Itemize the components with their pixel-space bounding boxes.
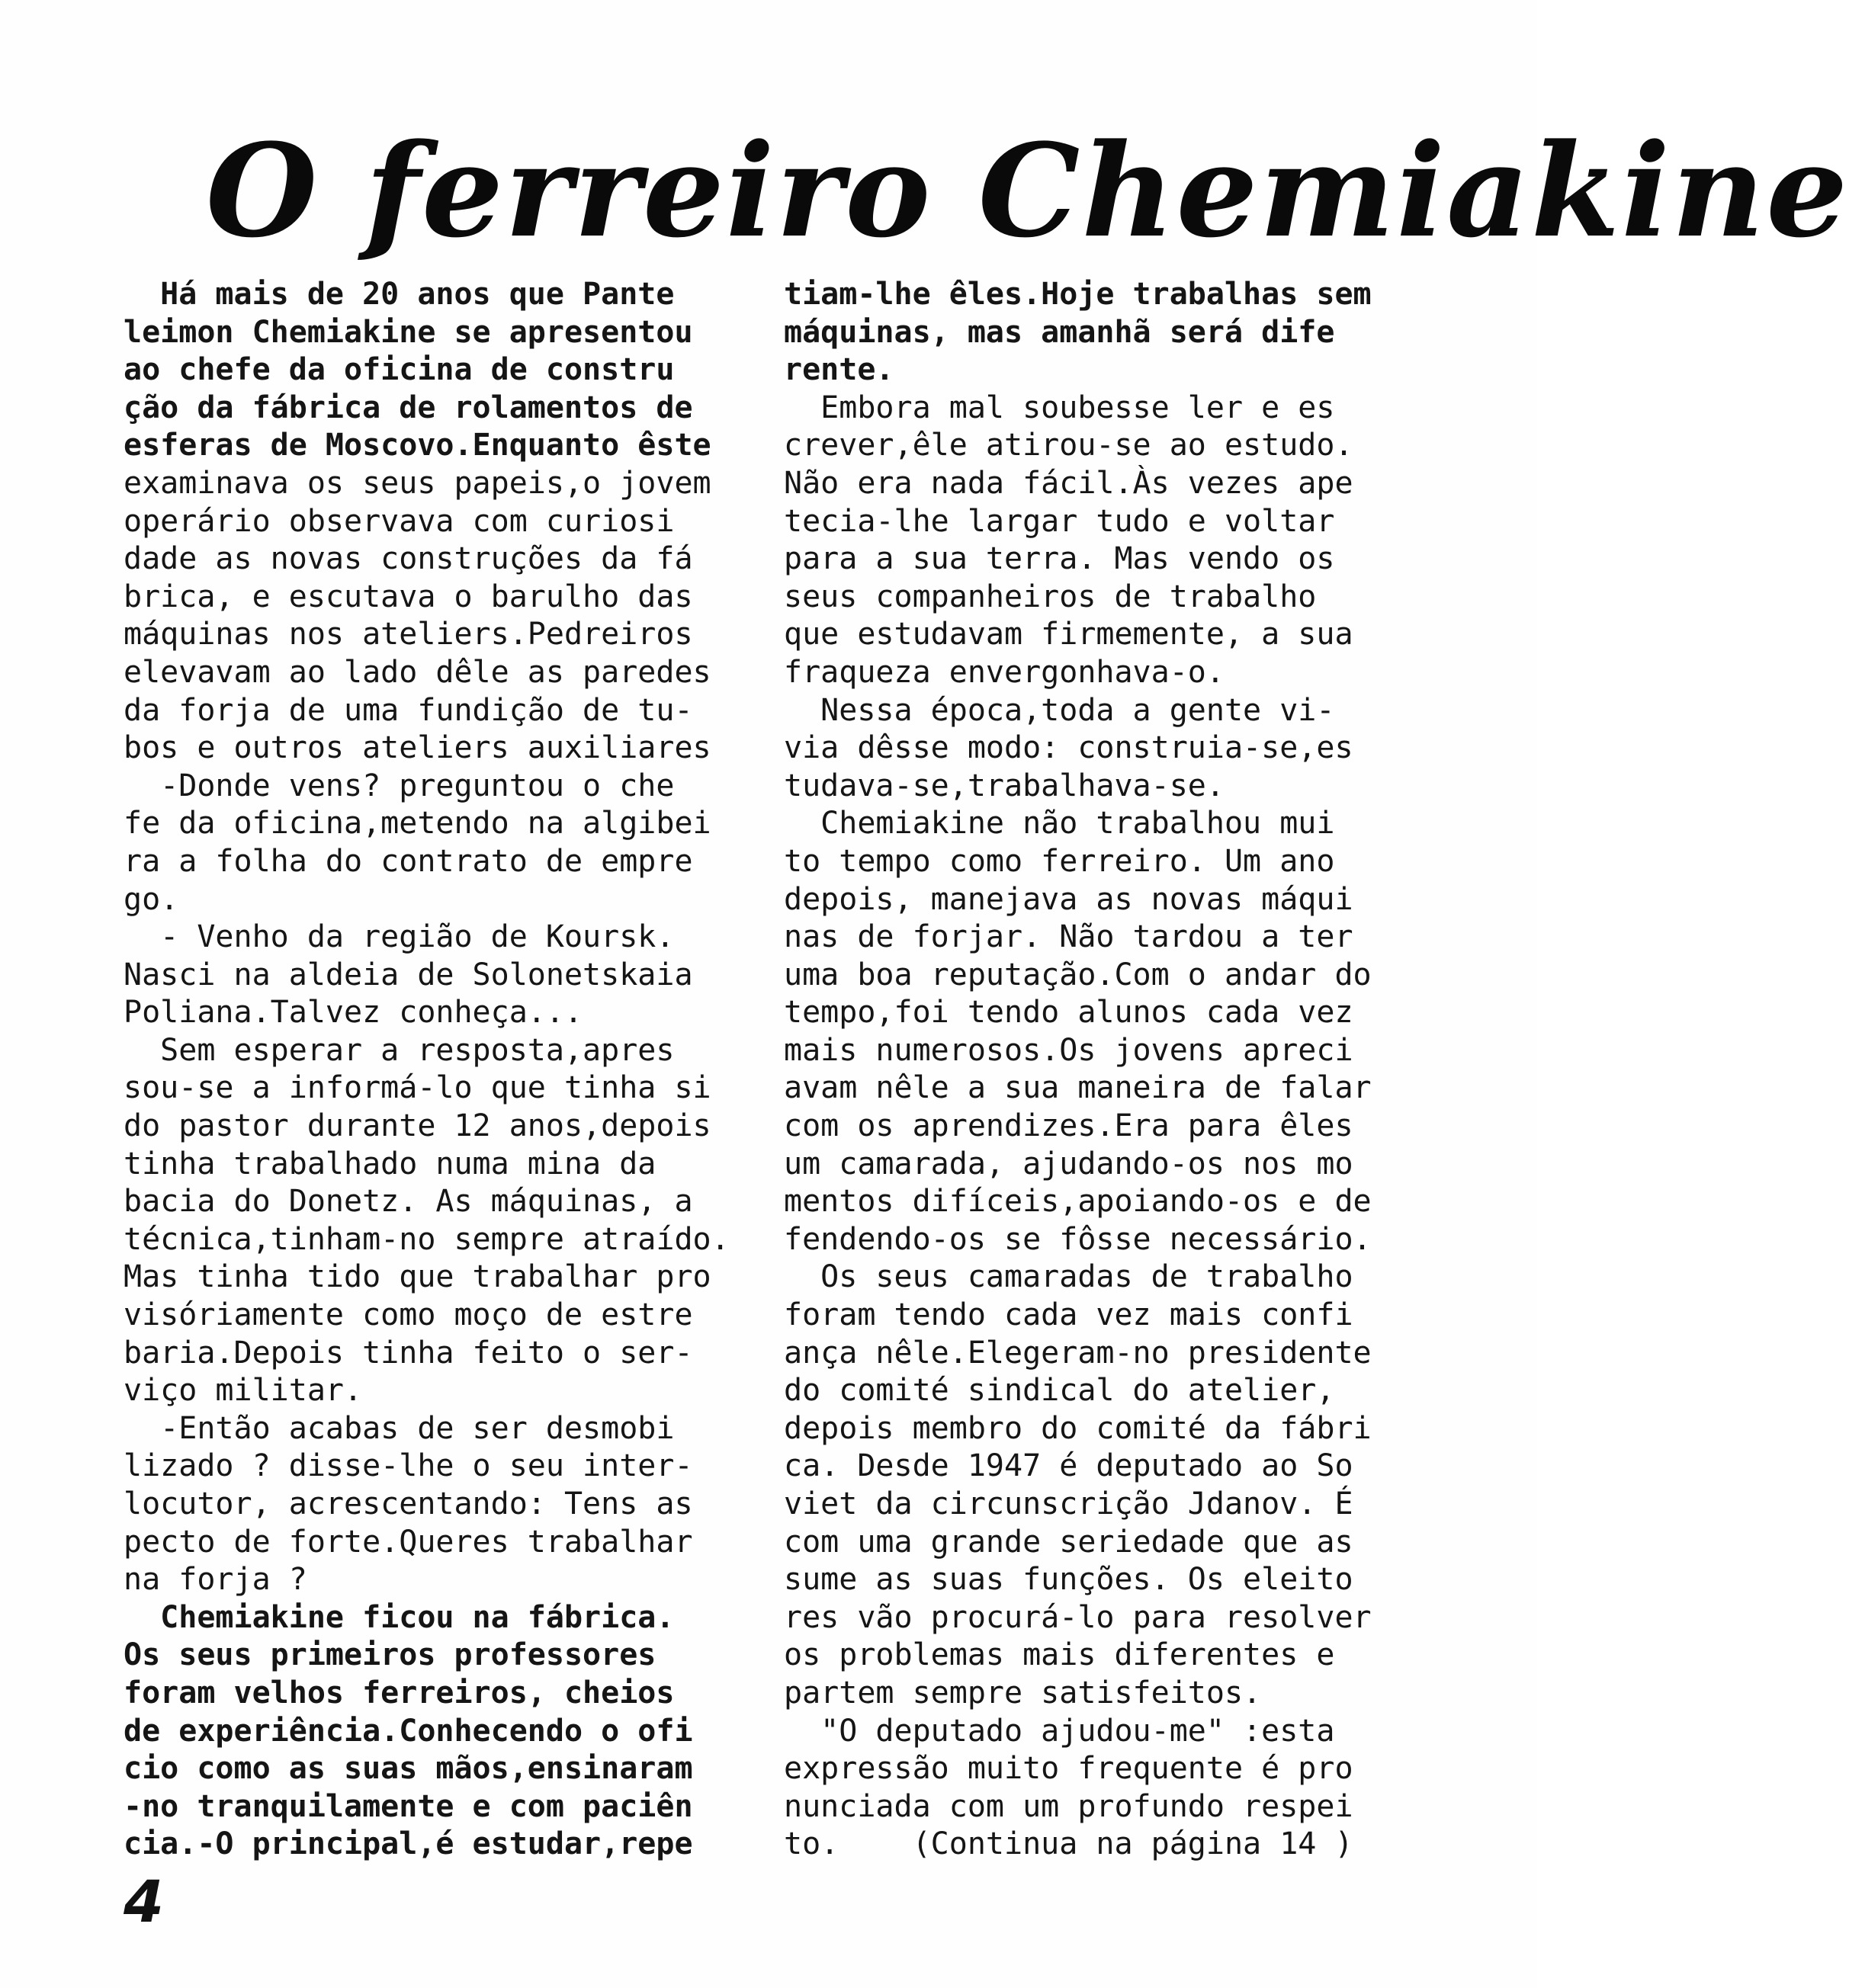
text-line: Há mais de 20 anos que Pante: [124, 277, 675, 312]
text-line: ção da fábrica de rolamentos de: [124, 390, 693, 425]
text-line: Embora mal soubesse ler e es: [784, 390, 1335, 425]
text-line: Chemiakine não trabalhou mui: [784, 806, 1335, 842]
text-line: com os aprendizes.Era para êles: [784, 1108, 1353, 1144]
text-line: que estudavam firmemente, a sua: [784, 617, 1353, 653]
text-line: de experiência.Conhecendo o ofi: [124, 1713, 693, 1749]
text-line: partem sempre satisfeitos.: [784, 1675, 1262, 1711]
text-line: depois membro do comité da fábri: [784, 1410, 1372, 1446]
text-line: tempo,foi tendo alunos cada vez: [784, 995, 1353, 1031]
text-line: depois, manejava as novas máqui: [784, 881, 1353, 917]
text-line: brica, e escutava o barulho das: [124, 579, 693, 614]
text-line: para a sua terra. Mas vendo os: [784, 541, 1335, 577]
text-line: Mas tinha tido que trabalhar pro: [124, 1259, 711, 1295]
text-line: máquinas, mas amanhã será dife: [784, 314, 1335, 350]
text-line: leimon Chemiakine se apresentou: [124, 314, 693, 350]
text-line: com uma grande seriedade que as: [784, 1524, 1353, 1560]
text-line: sou-se a informá-lo que tinha si: [124, 1070, 711, 1106]
text-line: to tempo como ferreiro. Um ano: [784, 843, 1335, 879]
text-line: via dêsse modo: construia-se,es: [784, 730, 1353, 766]
text-line: Os seus camaradas de trabalho: [784, 1259, 1353, 1295]
text-line: ra a folha do contrato de empre: [124, 843, 693, 879]
left-text-column: [124, 276, 772, 1864]
right-text-column: [784, 276, 1417, 1864]
text-line: - Venho da região de Koursk.: [124, 919, 675, 955]
text-line: máquinas nos ateliers.Pedreiros: [124, 617, 693, 653]
text-line: ança nêle.Elegeram-no presidente: [784, 1335, 1372, 1371]
text-line: lizado ? disse-lhe o seu inter-: [124, 1448, 693, 1484]
text-line: técnica,tinham-no sempre atraído.: [124, 1221, 730, 1257]
text-line: foram velhos ferreiros, cheios: [124, 1675, 675, 1711]
text-line: -Donde vens? preguntou o che: [124, 768, 675, 803]
text-line: Poliana.Talvez conheça...: [124, 995, 583, 1031]
text-line: mentos difíceis,apoiando-os e de: [784, 1184, 1372, 1220]
text-line: viet da circunscrição Jdanov. É: [784, 1486, 1353, 1521]
text-line: na forja ?: [124, 1562, 307, 1598]
text-line: Nessa época,toda a gente vi-: [784, 692, 1335, 728]
text-line: -Então acabas de ser desmobi: [124, 1410, 675, 1446]
text-line: pecto de forte.Queres trabalhar: [124, 1524, 693, 1560]
text-line: go.: [124, 881, 179, 917]
text-line: do pastor durante 12 anos,depois: [124, 1108, 711, 1144]
text-line: um camarada, ajudando-os nos mo: [784, 1146, 1353, 1182]
text-line: dade as novas construções da fá: [124, 541, 693, 577]
text-line: res vão procurá-lo para resolver: [784, 1599, 1372, 1635]
text-line: sume as suas funções. Os eleito: [784, 1562, 1353, 1598]
text-line: crever,êle atirou-se ao estudo.: [784, 428, 1353, 463]
text-line: ao chefe da oficina de constru: [124, 352, 675, 388]
text-line: da forja de uma fundição de tu-: [124, 692, 693, 728]
text-line: Chemiakine ficou na fábrica.: [124, 1599, 675, 1635]
page-number: 4: [124, 1868, 164, 1935]
text-line: visóriamente como moço de estre: [124, 1297, 693, 1333]
text-line: baria.Depois tinha feito o ser-: [124, 1335, 693, 1371]
text-line: Nasci na aldeia de Solonetskaia: [124, 957, 693, 992]
article-title: O ferreiro Chemiakine: [206, 115, 1849, 266]
text-line: rente.: [784, 352, 894, 388]
text-line: elevavam ao lado dêle as paredes: [124, 654, 711, 690]
text-line: "O deputado ajudou-me" :esta: [784, 1713, 1335, 1749]
text-line: tecia-lhe largar tudo e voltar: [784, 503, 1335, 539]
text-line: seus companheiros de trabalho: [784, 579, 1317, 614]
text-line: foram tendo cada vez mais confi: [784, 1297, 1353, 1333]
text-line: Não era nada fácil.Às vezes ape: [784, 465, 1353, 501]
text-line: tinha trabalhado numa mina da: [124, 1146, 656, 1182]
text-line: uma boa reputação.Com o andar do: [784, 957, 1372, 992]
text-line: locutor, acrescentando: Tens as: [124, 1486, 693, 1521]
text-line: nunciada com um profundo respei: [784, 1788, 1353, 1824]
text-line: to. (Continua na página 14 ): [784, 1826, 1353, 1862]
text-line: os problemas mais diferentes e: [784, 1637, 1335, 1673]
text-line: esferas de Moscovo.Enquanto êste: [124, 428, 711, 463]
text-line: expressão muito frequente é pro: [784, 1751, 1353, 1787]
text-line: tiam-lhe êles.Hoje trabalhas sem: [784, 277, 1372, 312]
text-line: fraqueza envergonhava-o.: [784, 654, 1225, 690]
text-line: viço militar.: [124, 1373, 363, 1409]
text-line: avam nêle a sua maneira de falar: [784, 1070, 1372, 1106]
text-line: fendendo-os se fôsse necessário.: [784, 1221, 1372, 1257]
text-line: cio como as suas mãos,ensinaram: [124, 1751, 693, 1787]
text-line: Sem esperar a resposta,apres: [124, 1032, 675, 1068]
text-line: nas de forjar. Não tardou a ter: [784, 919, 1353, 955]
text-line: tudava-se,trabalhava-se.: [784, 768, 1225, 803]
text-line: -no tranquilamente e com paciên: [124, 1788, 693, 1824]
text-line: ca. Desde 1947 é deputado ao So: [784, 1448, 1353, 1484]
text-line: bacia do Donetz. As máquinas, a: [124, 1184, 693, 1220]
text-line: Os seus primeiros professores: [124, 1637, 656, 1673]
text-line: bos e outros ateliers auxiliares: [124, 730, 711, 766]
text-line: do comité sindical do atelier,: [784, 1373, 1335, 1409]
text-line: examinava os seus papeis,o jovem: [124, 465, 711, 501]
text-line: cia.-O principal,é estudar,repe: [124, 1826, 693, 1862]
text-line: mais numerosos.Os jovens apreci: [784, 1032, 1353, 1068]
text-line: fe da oficina,metendo na algibei: [124, 806, 711, 842]
text-line: operário observava com curiosi: [124, 503, 675, 539]
